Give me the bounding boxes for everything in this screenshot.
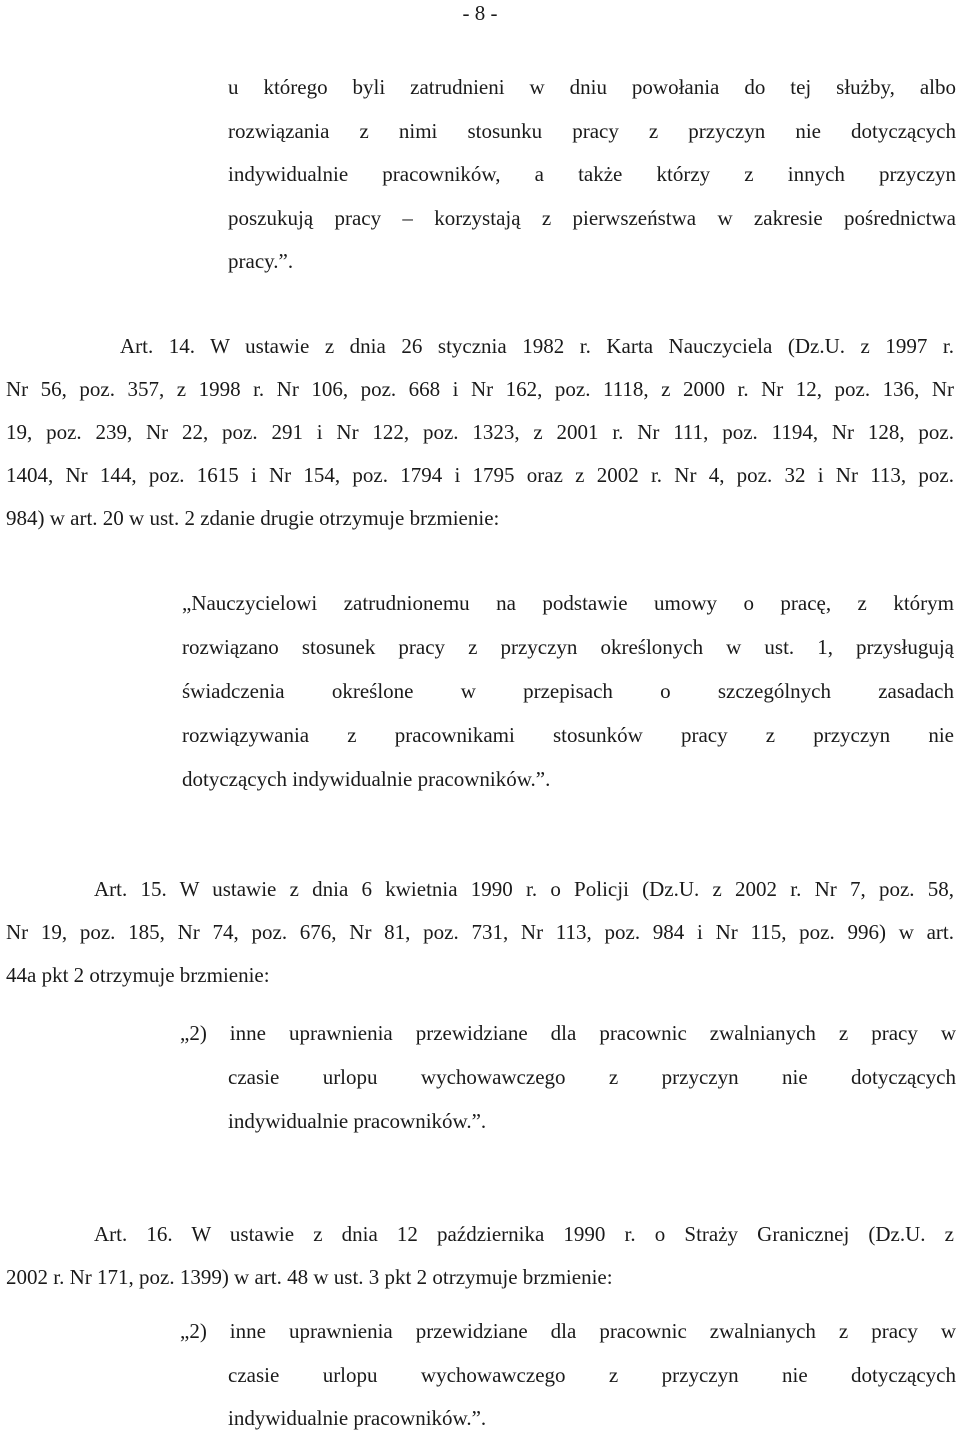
text-line: 984) w art. 20 w ust. 2 zdanie drugie otrzymuje brzmienie: xyxy=(6,506,500,530)
text-line: 2002 r. Nr 171, poz. 1399) w art. 48 w ust. 3 pkt 2 otrzymuje brzmienie: xyxy=(6,1265,613,1289)
quote-line: dotyczących indywidualnie pracowników.”. xyxy=(182,767,551,791)
quote-line: rozwiązano stosunek pracy z przyczyn określonych w ust. 1, przysługują xyxy=(182,635,954,659)
quote-line: czasie urlopu wychowawczego z przyczyn nie dotyczących xyxy=(228,1363,956,1387)
quote-line: „Nauczycielowi zatrudnionemu na podstawie umowy o pracę, z którym xyxy=(182,591,954,615)
text-line: pracy.”. xyxy=(228,249,294,273)
text-line: 1404, Nr 144, poz. 1615 i Nr 154, poz. 1794 i 1795 oraz z 2002 r. Nr 4, poz. 32 i Nr 113, poz. xyxy=(6,463,954,487)
text-line: rozwiązania z nimi stosunku pracy z przyczyn nie dotyczących xyxy=(228,119,956,143)
quote-line: „2) inne uprawnienia przewidziane dla pracownic zwalnianych z pracy w xyxy=(180,1319,956,1343)
quote-line: świadczenia określone w przepisach o szczególnych zasadach xyxy=(182,679,954,703)
quote-line: rozwiązywania z pracownikami stosunków pracy z przyczyn nie xyxy=(182,723,954,747)
text-line: u którego byli zatrudnieni w dniu powołania do tej służby, albo xyxy=(228,75,956,99)
article-heading-line: Art. 15. W ustawie z dnia 6 kwietnia 1990 r. o Policji (Dz.U. z 2002 r. Nr 7, poz. 58, xyxy=(94,877,954,901)
page-number: - 8 - xyxy=(462,1,498,25)
article-heading-line: Art. 14. W ustawie z dnia 26 stycznia 1982 r. Karta Nauczyciela (Dz.U. z 1997 r. xyxy=(120,334,954,358)
text-line: indywidualnie pracowników, a także którzy z innych przyczyn xyxy=(228,162,956,186)
quote-line: indywidualnie pracowników.”. xyxy=(228,1109,487,1133)
text-line: 44a pkt 2 otrzymuje brzmienie: xyxy=(6,963,270,987)
quote-line: indywidualnie pracowników.”. xyxy=(228,1406,487,1430)
text-line: Nr 56, poz. 357, z 1998 r. Nr 106, poz. 668 i Nr 162, poz. 1118, z 2000 r. Nr 12, poz. 136, Nr xyxy=(6,377,954,401)
text-line: poszukują pracy – korzystają z pierwszeństwa w zakresie pośrednictwa xyxy=(228,206,956,230)
text-line: 19, poz. 239, Nr 22, poz. 291 i Nr 122, poz. 1323, z 2001 r. Nr 111, poz. 1194, Nr 128, poz. xyxy=(6,420,954,444)
article-heading-line: Art. 16. W ustawie z dnia 12 października 1990 r. o Straży Granicznej (Dz.U. z xyxy=(94,1222,954,1246)
quote-line: czasie urlopu wychowawczego z przyczyn nie dotyczących xyxy=(228,1065,956,1089)
text-line: Nr 19, poz. 185, Nr 74, poz. 676, Nr 81, poz. 731, Nr 113, poz. 984 i Nr 115, poz. 996) w art. xyxy=(6,920,954,944)
quote-line: „2) inne uprawnienia przewidziane dla pracownic zwalnianych z pracy w xyxy=(180,1021,956,1045)
